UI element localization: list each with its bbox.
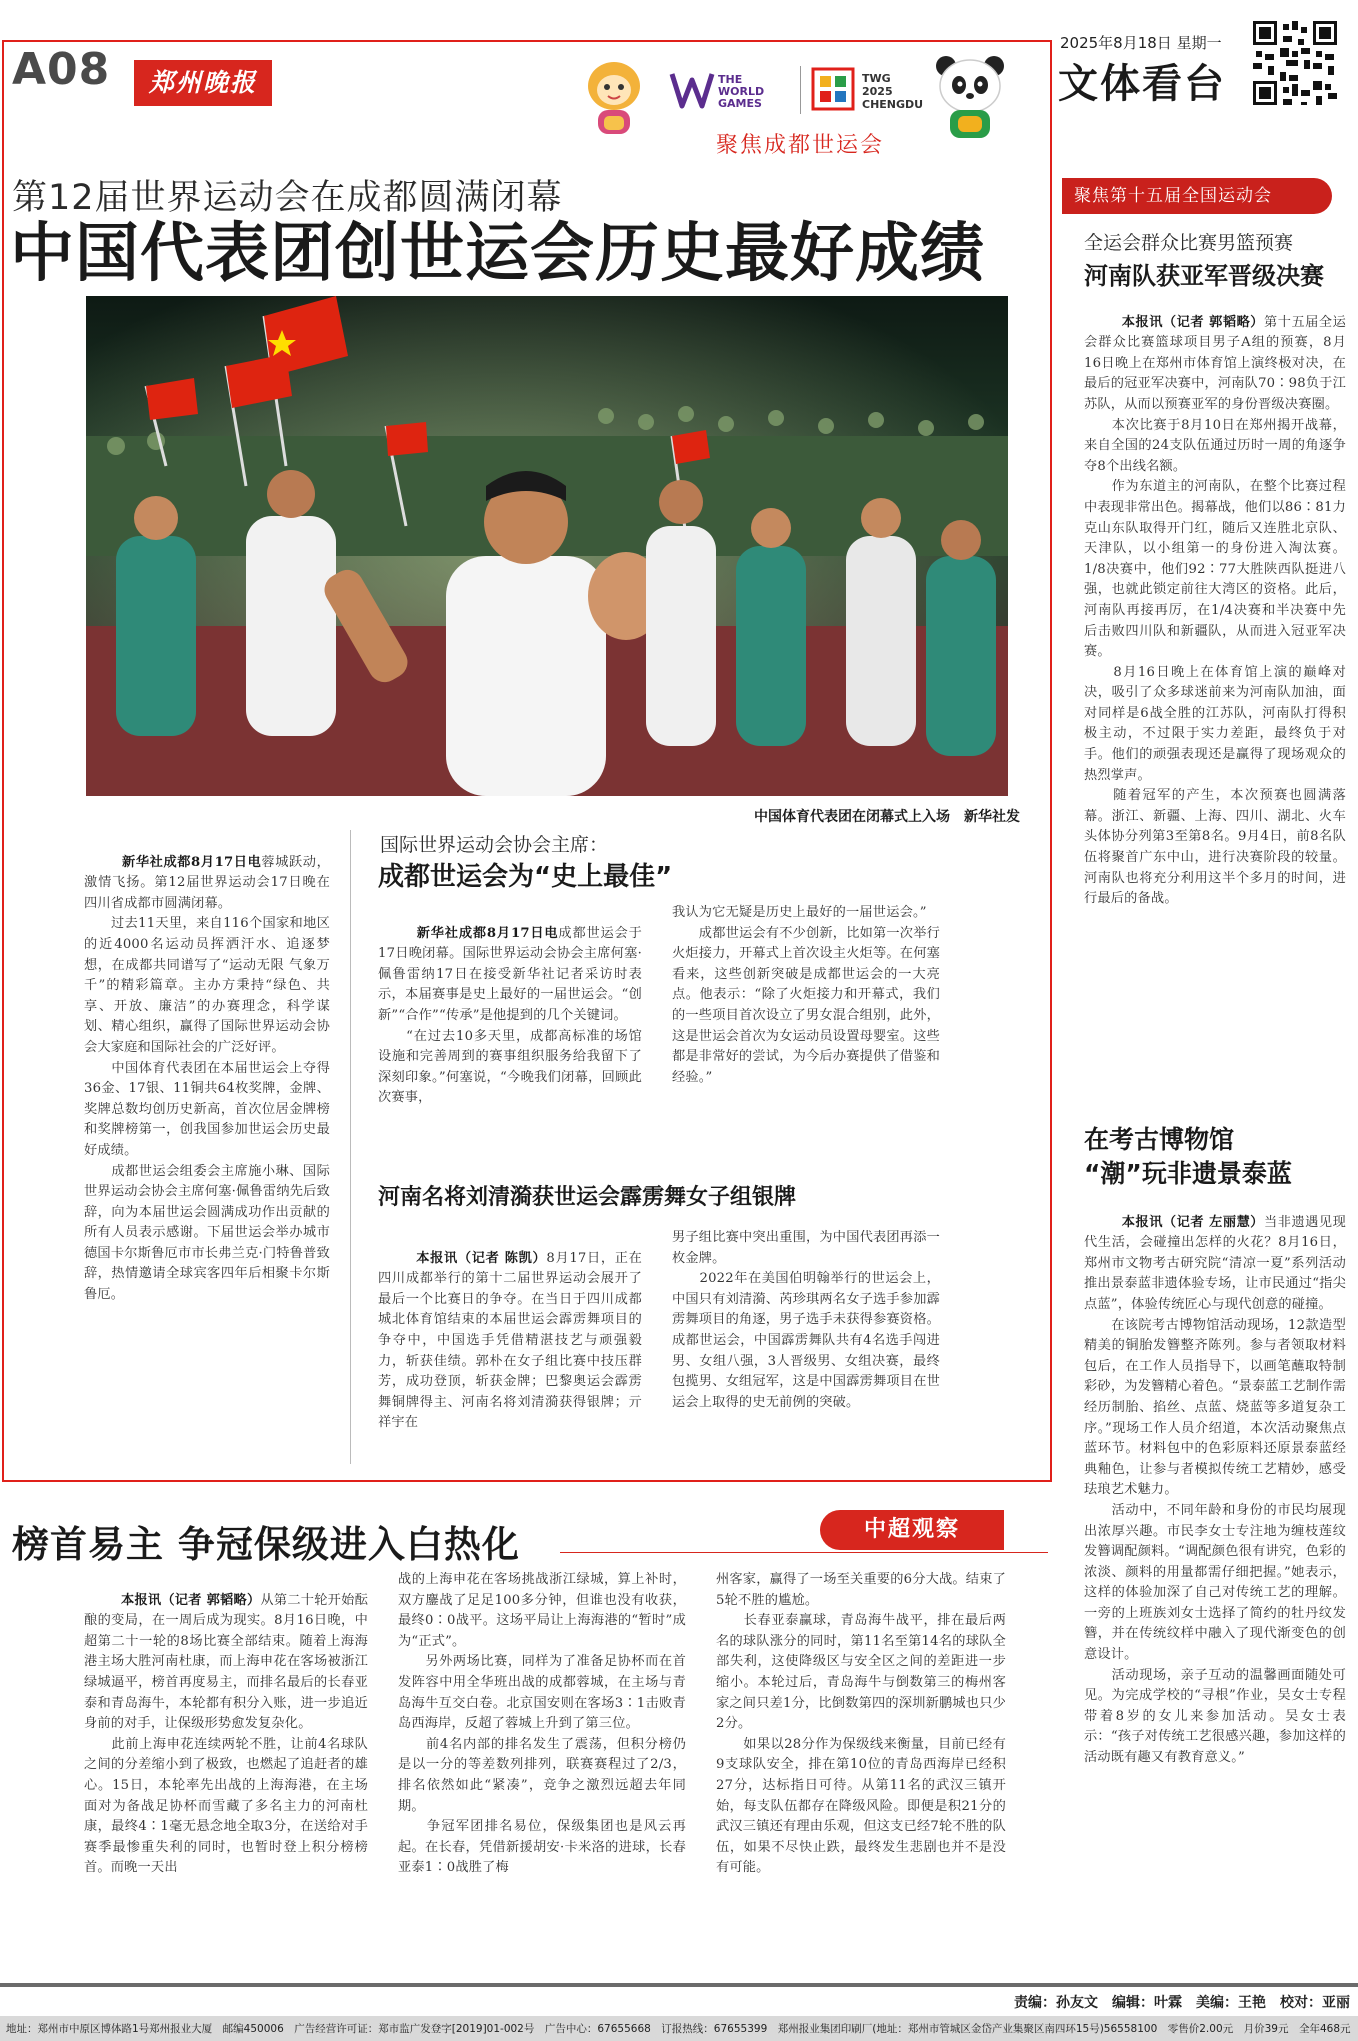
paper-name: 郑州晚报: [148, 68, 257, 97]
footer-address: 地址：郑州市中原区博体路1号郑州报业大厦 邮编450006 广告经营许可证：郑市监广发登字[2019]01-002号 广告中心：67655668 订报热线：67655399 郑州报业集团印刷厂(地址：郑州市管城区金岱产业集聚区南四环15号)56558100 零售价2.00元 月价39元 全年468元: [6, 2023, 1351, 2035]
sub2-dateline: 本报讯（记者 陈凯）: [415, 1250, 547, 1266]
bottom-dateline: 本报讯（记者 郭韬略）: [120, 1592, 261, 1608]
bottom-col2: 战的上海申花在客场挑战浙江绿城，算上补时，双方鏖战了足足100多分钟，但谁也没有收获，最终0∶0战平。这场平局让上海海港的“暂时”成为“正式”。 另外两场比赛，同样为了准备足协杯而在首发阵容中用全华班出战的成都蓉城，在主场与青岛海牛互交白卷。北京国安则在客场3∶1击败青岛西海岸，反超了蓉城上升到了第三位。 前4名内部的排名发生了震荡，但积分榜仍是以一分的等差数列排列，联赛赛程过了2/3，排名依然如此“紧凑”，竞争之激烈远超去年同期。 争冠军团排名易位，保级集团也是风云再起。在长春，凭借新援胡安·卡米洛的进球，长春亚泰1∶0战胜了梅: [398, 1572, 686, 1876]
main-subhead: 第12届世界运动会在成都圆满闭幕: [12, 178, 563, 218]
bottom-tag: [820, 1510, 1004, 1550]
section-title: 文体看台: [1058, 61, 1226, 107]
bottom-col1-body: 从第二十轮开始酝酿的变局，在一周后成为现实。8月16日晚，中超第二十一轮的8场比赛全部结束。随着上海海港主场大胜河南杜康，而上海申花在客场被浙江绿城逼平，榜首再度易主，而排名最后的长春亚泰和青岛海牛，本轮都有积分入账，进一步追近身前的对手，让保级形势愈发复杂化。 此前上海申花连续两轮不胜，让前4名球队之间的分差缩小到了极致，也燃起了追赶者的雄心。15日，本轮率先出战的上海海港，在主场面对为备战足协杯而雪藏了多名主力的河南杜康，最终4∶1毫无悬念地全取3分，在送给对手赛季最惨重失利的同时，也暂时登上积分榜榜首。而晚一天出: [84, 1592, 368, 1876]
right2-article: [1084, 1192, 1346, 1962]
sub1-dateline: 新华社成都8月17日电: [416, 925, 559, 941]
photo-caption: 中国体育代表团在闭幕式上入场 新华社发: [754, 809, 1020, 825]
right1-dateline: 本报讯（记者 郭韬略）: [1121, 314, 1265, 330]
issue-date: 2025年8月18日 星期一: [1060, 34, 1222, 52]
bottom-tag-text: 中超观察: [863, 1517, 960, 1542]
right1-article: [1084, 292, 1346, 1098]
sub1-col1-body: 成都世运会于17日晚闭幕。国际世界运动会协会主席何塞·佩鲁雷纳17日在接受新华社记者采访时表示，本届赛事是史上最好的一届世运会。“创新”“合作”“传承”是他提到的几个关键词。 “在过去10多天里，成都高标准的场馆设施和完善周到的赛事组织服务给我留下了深刻印象。”何塞说，“今晚我们闭幕，回顾此次赛事，: [378, 925, 642, 1106]
lead-dateline: 新华社成都8月17日电: [121, 854, 262, 870]
right2-body: 当非遗遇见现代生活，会碰撞出怎样的火花？8月16日，郑州市文物考古研究院“清凉一夏”系列活动推出景泰蓝非遗体验专场，让市民通过“指尖点蓝”，体验传统匠心与现代创意的碰撞。 在该院考古博物馆活动现场，12款造型精美的铜胎发簪整齐陈列。参与者领取材料包后，在工作人员指导下，以画笔蘸取特制彩砂，为发簪精心着色。“景泰蓝工艺制作需经历制胎、掐丝、点蓝、烧蓝等多道复杂工序。”现场工作人员介绍道，本次活动聚焦点蓝环节。材料包中的色彩原料还原景泰蓝经典釉色，让参与者模拟传统工艺精妙，感受珐琅艺术魅力。 活动中，不同年龄和身份的市民均展现出浓厚兴趣。市民李女士专注地为缠枝莲纹发簪调配颜料。“调配颜色很有讲究，色彩的浓淡、颜料的用量都需仔细把握。”她表示，这样的体验加深了自己对传统工艺的理解。一旁的上班族刘女士选择了简约的牡丹纹发簪，并在传统纹样中融入了现代渐变色的创意设计。 活动现场，亲子互动的温馨画面随处可见。为完成学校的“寻根”作业，吴女士专程带着8岁的女儿来参加活动。吴女士表示：“孩子对传统工艺很感兴趣，参加这样的活动既有趣又有教育意义。”: [1084, 1214, 1346, 1766]
lead-body: 蓉城跃动，激情飞扬。第12届世界运动会17日晚在四川省成都市圆满闭幕。 过去11天里，来自116个国家和地区的近4000名运动员挥洒汗水、追逐梦想，在成都共同谱写了“运动无限 气象万千”的精彩篇章。主办方秉持“绿色、共享、开放、廉洁”的办赛理念，科学谋划、精心组织，赢得了国际世界运动会协会大家庭和国际社会的广泛好评。 中国体育代表团在本届世运会上夺得36金、17银、11铜共64枚奖牌，金牌、奖牌总数均创历史新高，首次位居金牌榜和奖牌榜第一，创我国参加世运会历史最好成绩。 成都世运会组委会主席施小琳、国际世界运动会协会主席何塞·佩鲁雷纳先后致辞，向为本届世运会圆满成功作出贡献的所有人员表示感谢。下届世运会举办城市德国卡尔斯鲁厄市市长弗兰克·门特鲁普致辞，热情邀请全球宾客四年后相聚卡尔斯鲁厄。: [84, 854, 330, 1303]
footer-editors: 责编：孙友文 编辑：叶霖 美编：王艳 校对：亚丽: [1014, 1995, 1350, 2011]
right-banner: [1062, 178, 1332, 214]
sub2-col2: 男子组比赛中突出重围，为中国代表团再添一枚金牌。 2022年在美国伯明翰举行的世运会上，中国只有刘清漪、芮珍琪两名女子选手参加霹雳舞项目的角逐，男子选手未获得参赛资格。成都世运会，中国霹雳舞队共有4名选手闯进男、女组八强，3人晋级男、女组决赛，最终包揽男、女组冠军，这是中国霹雳舞项目在世运会上取得的史无前例的突破。: [672, 1230, 940, 1410]
world-games-text: THE WORLD GAMES: [718, 73, 765, 110]
bottom-tag-rule: [560, 1552, 1048, 1553]
sub2-headline: 河南名将刘清漪获世运会霹雳舞女子组银牌: [378, 1185, 797, 1210]
right-banner-text: 聚焦第十五届全国运动会: [1074, 186, 1272, 206]
lead-article: [84, 832, 330, 1462]
bottom-col1: [84, 1570, 368, 1974]
focus-section-title: 聚焦成都世运会: [715, 133, 884, 158]
main-headline: 中国代表团创世运会历史最好成绩: [10, 216, 985, 291]
bottom-col3: 州客家，赢得了一场至关重要的6分大战。结束了5轮不胜的尴尬。 长春亚泰赢球，青岛海牛战平，排在最后两名的球队涨分的同时，第11名至第14名的球队全部失利，这使降级区与安全区之间的差距进一步缩小。本轮过后，青岛海牛与倒数第三的梅州客家之间只差1分，比倒数第四的深圳新鹏城也只少2分。 如果以28分作为保级线来衡量，目前已经有9支球队安全，排在第10位的青岛西海岸已经积27分，达标指日可待。从第11名的武汉三镇开始，每支队伍都存在降级风险。即便是积21分的武汉三镇还有理由乐观，但这支已经7轮不胜的队伍，如果不尽快止跌，最终发生悲剧也并不是没有可能。: [716, 1572, 1006, 1876]
bottom-headline: 榜首易主 争冠保级进入白热化: [12, 1522, 520, 1566]
twg-text: TWG 2025 CHENGDU: [862, 72, 924, 111]
qr-code-icon: [1250, 18, 1340, 108]
sub1-col1: [378, 903, 642, 1157]
right2-headline-line2: “潮”玩非遗景泰蓝: [1084, 1159, 1292, 1188]
column-divider: [350, 830, 351, 1464]
right1-body: 第十五届全运会群众比赛篮球项目男子A组的预赛，8月16日晚上在郑州市体育馆上演终极对决，在最后的冠亚军决赛中，河南队70∶98负于江苏队，从而以预赛亚军的身份晋级决赛圈。 本次比赛于8月10日在郑州揭开战幕，来自全国的24支队伍通过历时一周的角逐争夺8个出线名额。 作为东道主的河南队，在整个比赛过程中表现非常出色。揭幕战，他们以86∶81力克山东队取得开门红，随后又连胜北京队、天津队，以小组第一的身份进入淘汰赛。1/8决赛中，他们92∶77大胜陕西队挺进八强，也就此锁定前往大湾区的资格。此后，河南队再接再厉，在1/4决赛和半决赛中先后击败四川队和新疆队，从而进入冠亚军决赛。 8月16日晚上在体育馆上演的巅峰对决，吸引了众多球迷前来为河南队加油，面对同样是6战全胜的江苏队，河南队打得积极主动，不过限于实力差距，最终负于对手。他们的顽强表现还是赢得了现场观众的热烈掌声。 随着冠军的产生，本次预赛也圆满落幕。浙江、新疆、上海、四川、湖北、火车头体协分列第3至第8名。9月4日，前8名队伍将聚首广东中山，进行决赛阶段的较量。河南队也将充分利用这半个多月的时间，进行最后的备战。: [1084, 314, 1346, 907]
page-number: A08: [12, 44, 111, 95]
sub2-col1: [378, 1228, 642, 1464]
right1-kicker: 全运会群众比赛男篮预赛: [1084, 232, 1294, 254]
sub1-kicker: 国际世界运动会协会主席：: [380, 834, 609, 856]
right2-dateline: 本报讯（记者 左丽慧）: [1121, 1214, 1265, 1230]
sub2-col1-body: 8月17日，正在四川成都举行的第十二届世界运动会展开了最后一个比赛日的争夺。在当日于四川成都城北体育馆结束的本届世运会霹雳舞项目的争夺中，中国选手凭借精湛技艺与顽强毅力，斩获佳绩。郭朴在女子组比赛中技压群芳，成功登顶，斩获金牌；巴黎奥运会霹雳舞铜牌得主、河南名将刘清漪获得银牌；亓祥宇在: [378, 1250, 642, 1431]
right2-headline-line1: 在考古博物馆: [1084, 1125, 1235, 1154]
right1-headline: 河南队获亚军晋级决赛: [1084, 262, 1324, 290]
main-photo: [86, 296, 1008, 796]
footer-rule: [0, 1983, 1358, 1987]
sub1-headline: 成都世运会为“史上最佳”: [378, 862, 673, 892]
sub1-col2: 我认为它无疑是历史上最好的一届世运会。” 成都世运会有不少创新，比如第一次举行火炬接力，开幕式上首次设主火炬等。在何塞看来，这些创新突破是成都世运会的一大亮点。他表示：“除了火炬接力和开幕式，我们的一些项目首次设立了男女混合组别，此外，这是世运会首次为女运动员设置母婴室。这些都是非常好的尝试，为今后办赛提供了借鉴和经验。”: [672, 905, 940, 1085]
